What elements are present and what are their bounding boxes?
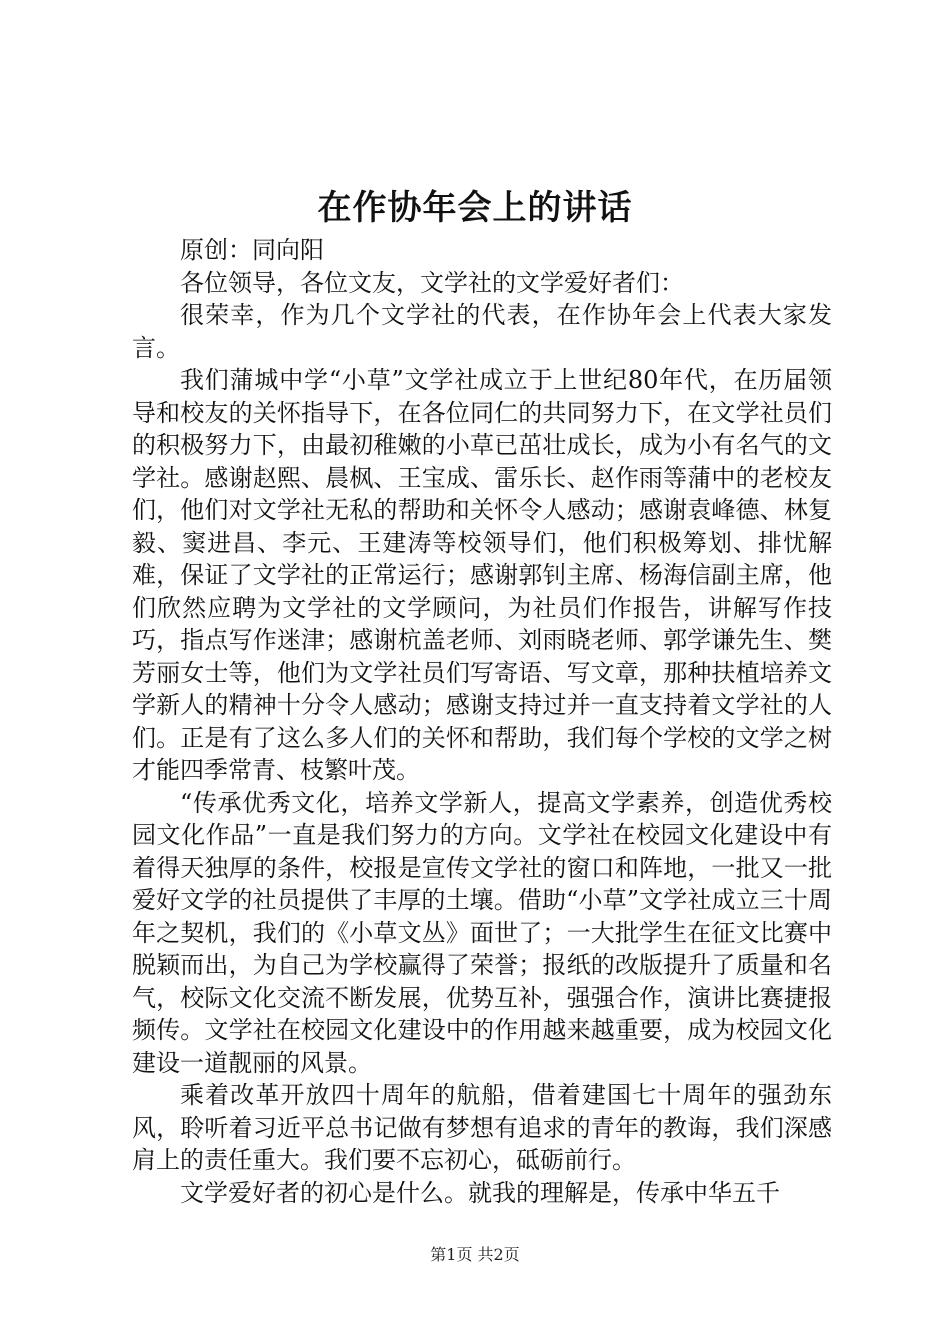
- document-body: [132, 234, 832, 1209]
- body-paragraph: 我们蒲城中学“小草”文学社成立于上世纪80年代，在历届领导和校友的关怀指导下，在各位同仁的共同努力下，在文学社员们的积极努力下，由最初稚嫩的小草已茁壮成长，成为小有名气的文学社。感谢赵熙、晨枫、王宝成、雷乐长、赵作雨等蒲中的老校友们，他们对文学社无私的帮助和关怀令人感动；感谢袁峰德、林复毅、窦进昌、李元、王建涛等校领导们，他们积极筹划、排忧解难，保证了文学社的正常运行；感谢郭钊主席、杨海信副主席，他们欣然应聘为文学社的文学顾问，为社员们作报告，讲解写作技巧，指点写作迷津；感谢杭盖老师、刘雨晓老师、郭学谦先生、樊芳丽女士等，他们为文学社员们写寄语、写文章，那种扶植培养文学新人的精神十分令人感动；感谢支持过并一直支持着文学社的人们。正是有了这么多人们的关怀和帮助，我们每个学校的文学之树才能四季常青、枝繁叶茂。: [132, 366, 832, 784]
- author-line: 原创：同向阳: [180, 236, 324, 264]
- body-paragraph: 乘着改革开放四十周年的航船，借着建国七十周年的强劲东风，聆听着习近平总书记做有梦想有追求的青年的教诲，我们深感肩上的责任重大。我们要不忘初心，砥砺前行。: [132, 1081, 832, 1174]
- body-paragraph: 很荣幸，作为几个文学社的代表，在作协年会上代表大家发言。: [132, 301, 832, 362]
- body-paragraph: “传承优秀文化，培养文学新人，提高文学素养，创造优秀校园文化作品”一直是我们努力的方向。文学社在校园文化建设中有着得天独厚的条件，校报是宣传文学社的窗口和阵地，一批又一批爱好文学的社员提供了丰厚的土壤。借助“小草”文学社成立三十周年之契机，我们的《小草文丛》面世了；一大批学生在征文比赛中脱颖而出，为自己为学校赢得了荣誉；报纸的改版提升了质量和名气，校际文化交流不断发展，优势互补，强强合作，演讲比赛捷报频传。文学社在校园文化建设中的作用越来越重要，成为校园文化建设一道靓丽的风景。: [132, 788, 832, 1077]
- body-paragraph: 文学爱好者的初心是什么。就我的理解是，传承中华五千: [180, 1178, 780, 1207]
- page-title: 在作协年会上的讲话: [317, 188, 633, 228]
- page-number-footer: 第1页 共2页: [430, 1245, 520, 1264]
- salutation-paragraph: 各位领导，各位文友，文学社的文学爱好者们：: [180, 268, 684, 297]
